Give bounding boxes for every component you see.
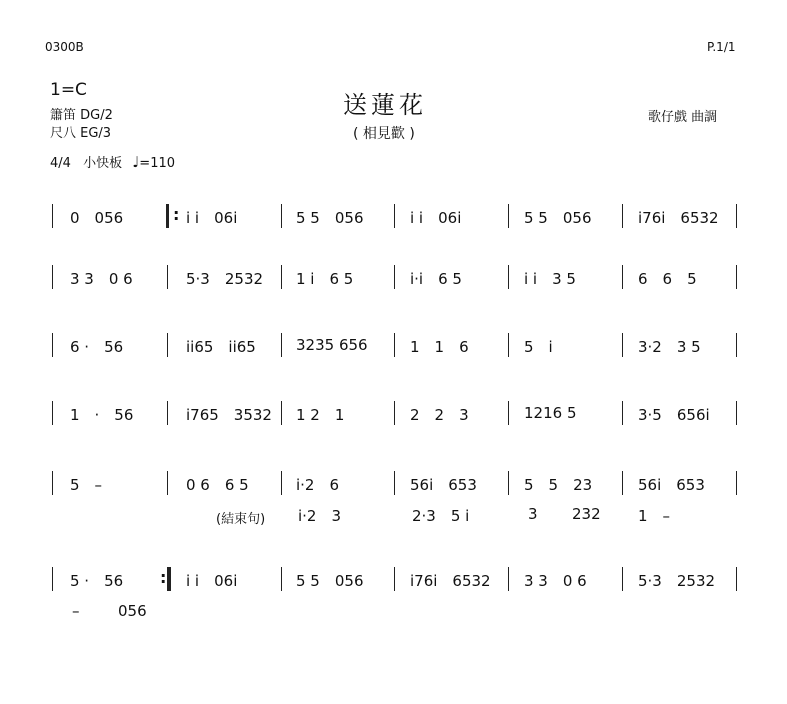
tempo-marking [50, 152, 175, 171]
measure: 5 5 056 [296, 572, 364, 590]
tempo-speed: 小快板 [83, 156, 123, 171]
measure: i76i 6532 [410, 572, 491, 590]
barline [167, 471, 168, 495]
key-signature: 1=C [50, 80, 87, 100]
barline [281, 204, 282, 228]
barline [281, 265, 282, 289]
measure: 1 · 56 [70, 406, 134, 424]
measure: 3·2 3 5 [638, 338, 701, 356]
barline [508, 204, 509, 228]
measure: 5·3 2532 [186, 270, 264, 288]
measure: 1 i 6 5 [296, 270, 354, 288]
barline [52, 471, 53, 495]
time-signature: 4/4 [50, 156, 71, 171]
barline [281, 567, 282, 591]
quarter-note-icon: ♩ [132, 153, 140, 171]
ending-label: (結束句) [216, 512, 266, 527]
barline [394, 333, 395, 357]
repeat-start-bar [166, 204, 169, 228]
page-number: P.1/1 [707, 40, 736, 54]
coda-note: – [72, 602, 80, 620]
barline [736, 265, 737, 289]
measure: i i 06i [186, 209, 238, 227]
barline [394, 265, 395, 289]
measure: i·i 6 5 [410, 270, 462, 288]
barline [394, 204, 395, 228]
instrument-1: 簫笛 DG/2 [50, 108, 113, 123]
barline [508, 471, 509, 495]
measure: i i 06i [410, 209, 462, 227]
repeat-end-bar [168, 567, 171, 591]
barline [508, 401, 509, 425]
barline [52, 333, 53, 357]
barline [736, 204, 737, 228]
repeat-dots-icon: : [173, 205, 180, 224]
barline [52, 567, 53, 591]
measure: i76i 6532 [638, 209, 719, 227]
barline [394, 471, 395, 495]
measure: 3235 656 [296, 336, 368, 354]
measure: 1 2 1 [296, 406, 345, 424]
measure: i·2 6 [296, 476, 340, 494]
barline [736, 401, 737, 425]
measure: 5 – [70, 476, 103, 494]
barline [622, 401, 623, 425]
barline [394, 401, 395, 425]
measure: ii65 ii65 [186, 338, 256, 356]
measure: 1 1 6 [410, 338, 469, 356]
measure: 5 5 23 [524, 476, 593, 494]
tempo-bpm: =110 [139, 156, 176, 171]
barline [736, 567, 737, 591]
genre-label: 歌仔戲 曲調 [648, 110, 718, 125]
barline [52, 204, 53, 228]
measure: 2 2 3 [410, 406, 469, 424]
measure: 3 3 0 6 [70, 270, 133, 288]
measure: 0 6 6 5 [186, 476, 249, 494]
barline [394, 567, 395, 591]
barline [622, 471, 623, 495]
barline [508, 567, 509, 591]
repeat-dots-icon: : [160, 568, 167, 587]
coda-note: 056 [118, 602, 147, 620]
barline [622, 265, 623, 289]
song-title: 送蓮花 [343, 91, 427, 119]
measure: 5·3 2532 [638, 572, 716, 590]
ending-note: 232 [572, 505, 601, 523]
barline [52, 265, 53, 289]
measure: 6 6 5 [638, 270, 697, 288]
measure: 0 056 [70, 209, 124, 227]
measure: 3·5 656i [638, 406, 710, 424]
measure: 5 5 056 [524, 209, 592, 227]
barline [736, 333, 737, 357]
ending-note: 2·3 5 i [412, 507, 470, 525]
ending-note: 1 – [638, 507, 671, 525]
barline [622, 333, 623, 357]
measure: 5 5 056 [296, 209, 364, 227]
barline [508, 333, 509, 357]
song-subtitle: ( 相見歡 ) [353, 126, 415, 142]
measure: 56i 653 [638, 476, 705, 494]
barline [622, 567, 623, 591]
barline [167, 265, 168, 289]
measure: i i 06i [186, 572, 238, 590]
measure: i i 3 5 [524, 270, 576, 288]
measure: i765 3532 [186, 406, 272, 424]
measure: 56i 653 [410, 476, 477, 494]
ending-note: i·2 3 [298, 507, 342, 525]
barline [167, 333, 168, 357]
measure: 5 · 56 [70, 572, 124, 590]
barline [508, 265, 509, 289]
barline [167, 401, 168, 425]
barline [52, 401, 53, 425]
ending-note: 3 [528, 505, 538, 523]
measure: 1216 5 [524, 404, 577, 422]
barline [281, 333, 282, 357]
measure: 3 3 0 6 [524, 572, 587, 590]
barline [622, 204, 623, 228]
barline [281, 401, 282, 425]
barline [281, 471, 282, 495]
measure: 6 · 56 [70, 338, 124, 356]
score-code: 0300B [45, 40, 84, 54]
measure: 5 i [524, 338, 553, 356]
barline [736, 471, 737, 495]
instrument-2: 尺八 EG/3 [50, 126, 112, 141]
